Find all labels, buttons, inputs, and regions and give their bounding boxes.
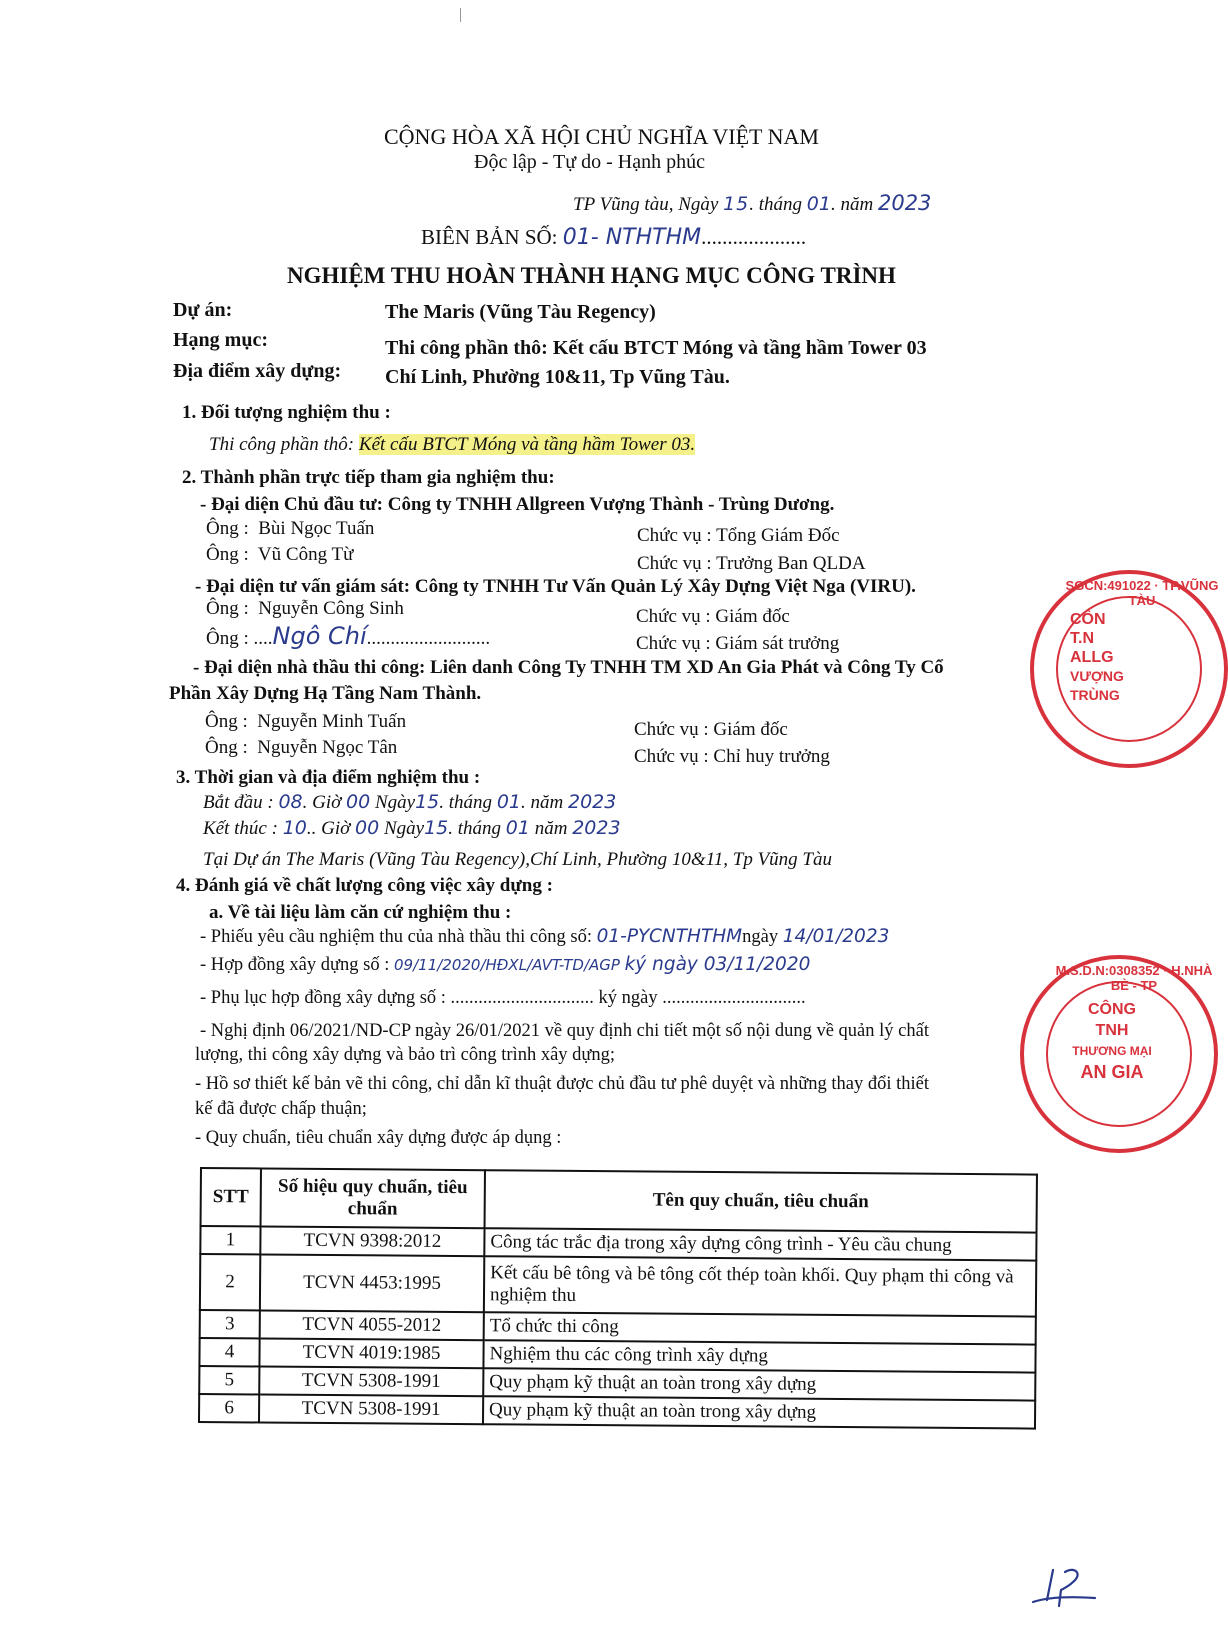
end-time-line: Kết thúc : 10.. Giờ 00 Ngày15. tháng 01 năm 2023 (203, 817, 621, 839)
table-header: Tên quy chuẩn, tiêu chuẩn (485, 1170, 1037, 1232)
stamp-ring-text: M.S.D.N:0308352 · H.NHÀ BÈ - TP (1055, 963, 1213, 993)
stamp-line: CÔNG (1088, 1001, 1136, 1018)
table-cell: Tổ chức thi công (484, 1312, 1036, 1344)
section-1-prefix: Thi công phần thô: (209, 434, 355, 455)
table-header: Số hiệu quy chuẩn, tiêu chuẩn (261, 1168, 485, 1228)
contractor-line-2: Phần Xây Dựng Hạ Tầng Nam Thành. (169, 683, 482, 704)
stamp-line: TRÙNG (1070, 687, 1120, 703)
request-label: - Phiếu yêu cầu nghiệm thu của nhà thầu thi công số: (200, 927, 593, 947)
stamp-inner-text (1062, 999, 1162, 1083)
table-cell: 5 (199, 1366, 259, 1394)
date-prefix: TP Vũng tàu, Ngày (573, 194, 719, 215)
table-cell: Kết cấu bê tông và bê tông cốt thép toàn khối. Quy phạm thi công và nghiệm thu (484, 1256, 1036, 1316)
table-cell: TCVN 4019:1985 (259, 1338, 483, 1368)
table-cell: 3 (200, 1310, 260, 1338)
project-value: The Maris (Vũng Tàu Regency) (385, 301, 656, 323)
table-cell: 4 (199, 1338, 259, 1366)
person-prefix: Ông : (205, 711, 248, 732)
year-label: năm (534, 818, 568, 839)
contractor-person-2 (205, 737, 397, 759)
section-1-highlight: Kết cấu BTCT Móng và tầng hầm Tower 03. (358, 434, 696, 455)
date-year: 2023 (877, 191, 932, 215)
inspection-place: Tại Dự án The Maris (Vũng Tàu Regency),Chí Linh, Phường 10&11, Tp Vũng Tàu (203, 849, 833, 870)
table-cell: Quy phạm kỹ thuật an toàn trong xây dựng (483, 1396, 1035, 1428)
record-number-label: BIÊN BẢN SỐ: (421, 225, 558, 249)
contract-number: 09/11/2020/HĐXL/AVT-TD/AGP (394, 956, 620, 974)
location-label: Địa điểm xây dựng: (173, 360, 342, 382)
table-row (199, 1394, 1035, 1429)
stamp-line: ALLG (1070, 649, 1114, 666)
document-title: NGHIỆM THU HOÀN THÀNH HẠNG MỤC CÔNG TRÌNH (287, 263, 896, 288)
start-hour: 08 (278, 791, 303, 813)
table-cell: TCVN 4055-2012 (260, 1310, 484, 1340)
record-number: BIÊN BẢN SỐ: 01- NTHTHM.................... (421, 225, 807, 250)
stamp-line: AN GIA (1080, 1062, 1144, 1082)
standards-intro: - Quy chuẩn, tiêu chuẩn xây dựng được áp dụng : (195, 1128, 562, 1148)
end-day: 15 (424, 817, 449, 839)
consultant-person-2: Ông : ....Ngô Chí.......................... (206, 622, 491, 650)
contract-label: - Hợp đồng xây dựng số : (200, 955, 390, 975)
person-prefix: Ông : (206, 598, 249, 619)
record-number-value: 01- NTHTHM (562, 225, 702, 250)
day-label: Ngày (374, 792, 416, 813)
table-cell: Quy phạm kỹ thuật an toàn trong xây dựng (483, 1368, 1035, 1400)
section-1-heading: 1. Đối tượng nghiệm thu : (182, 402, 391, 423)
hour-label: Giờ (312, 792, 342, 813)
scan-mark (460, 8, 461, 22)
date-month: 01 (806, 193, 831, 215)
stamp-line: TNH (1095, 1022, 1129, 1039)
section-1-body (209, 434, 695, 456)
contract-line (200, 954, 810, 976)
country-name: CỘNG HÒA XÃ HỘI CHỦ NGHĨA VIỆT NAM (384, 124, 819, 149)
end-minute: 00 (355, 817, 380, 839)
table-cell: 6 (199, 1394, 259, 1422)
table-cell: 2 (200, 1254, 260, 1310)
stamp-ring-text: SGCN:491022 · TP.VŨNG TÀU (1065, 578, 1219, 608)
consultant-role-2: Chức vụ : Giám sát trưởng (636, 633, 840, 654)
decree-line-2: lượng, thi công xây dựng và bảo trì công trình xây dựng; (195, 1045, 616, 1065)
end-year: 2023 (572, 817, 621, 839)
stamp-line: VƯỢNG (1070, 668, 1124, 684)
annex-date-label: ký ngày (598, 988, 658, 1008)
national-motto: Độc lập - Tự do - Hạnh phúc (474, 151, 705, 173)
consultant-person-1 (206, 598, 404, 620)
table-cell: TCVN 5308-1991 (259, 1366, 483, 1396)
year-label: năm (530, 792, 564, 813)
location-value: Chí Linh, Phường 10&11, Tp Vũng Tàu. (385, 366, 730, 388)
company-stamp-allgreen (1030, 570, 1228, 768)
month-label: tháng (448, 792, 493, 813)
investor-person-2 (206, 544, 353, 566)
hour-label: Giờ (321, 818, 351, 839)
person-prefix: Ông : (206, 544, 249, 565)
person-name: Nguyễn Ngọc Tân (257, 737, 398, 758)
standards-table (198, 1167, 1038, 1430)
person-prefix: Ông : (206, 628, 249, 649)
table-cell: TCVN 4453:1995 (260, 1254, 484, 1312)
stamp-line: CÔN (1070, 611, 1106, 628)
stamp-inner-text (1070, 610, 1124, 705)
stamp-line: THƯƠNG MẠI (1072, 1044, 1152, 1058)
start-minute: 00 (346, 791, 371, 813)
start-year: 2023 (567, 791, 617, 813)
stamp-line: T.N (1070, 630, 1094, 647)
annex-label: - Phụ lục hợp đồng xây dựng số : (200, 988, 446, 1008)
person-name: Nguyễn Công Sinh (258, 598, 404, 619)
table-cell: 1 (200, 1226, 260, 1254)
month-label: tháng (457, 818, 502, 839)
section-4a-heading: a. Về tài liệu làm căn cứ nghiệm thu : (209, 902, 512, 923)
handwritten-name: Ngô Chí (272, 622, 367, 650)
table-cell: TCVN 5308-1991 (259, 1394, 483, 1424)
end-month: 01 (505, 817, 530, 839)
end-hour: 10 (282, 817, 307, 839)
annex-line: - Phụ lục hợp đồng xây dựng số : ............................... ký ngày ............................... (200, 988, 806, 1008)
investor-person-1 (206, 518, 374, 540)
contractor-role-1: Chức vụ : Giám đốc (634, 719, 788, 740)
start-time-line: Bắt đầu : 08. Giờ 00 Ngày15. tháng 01. năm 2023 (203, 791, 617, 813)
table-header-row (201, 1168, 1037, 1233)
initials-signature (1025, 1560, 1115, 1620)
table-row (200, 1254, 1036, 1317)
request-number: 01-PYCNTHTHM (596, 926, 743, 947)
contract-date: ký ngày 03/11/2020 (624, 954, 811, 975)
table-cell: TCVN 9398:2012 (260, 1226, 484, 1256)
table-header: STT (201, 1168, 261, 1226)
person-name: Bùi Ngọc Tuấn (258, 518, 375, 539)
person-prefix: Ông : (205, 737, 248, 758)
contractor-person-1 (205, 711, 406, 733)
item-value: Thi công phần thô: Kết cấu BTCT Móng và tầng hầm Tower 03 (385, 337, 927, 359)
date-year-label: năm (840, 194, 874, 215)
design-line-2: kế đã được chấp thuận; (195, 1099, 367, 1119)
consultant-role-1: Chức vụ : Giám đốc (636, 606, 790, 627)
design-line-1: - Hồ sơ thiết kế bản vẽ thi công, chỉ dẫn kĩ thuật được chủ đầu tư phê duyệt và những thay đổi thiết (195, 1074, 929, 1094)
date-day: 15 (723, 193, 750, 215)
date-month-label: tháng (758, 194, 803, 215)
table-cell: Nghiệm thu các công trình xây dựng (483, 1340, 1035, 1372)
request-line (200, 926, 889, 948)
section-3-heading: 3. Thời gian và địa điểm nghiệm thu : (176, 767, 481, 788)
contractor-role-2: Chức vụ : Chỉ huy trưởng (634, 746, 830, 767)
request-date: 14/01/2023 (782, 926, 890, 947)
project-label: Dự án: (173, 299, 233, 321)
date-line: TP Vũng tàu, Ngày 15. tháng 01. năm 2023 (573, 191, 932, 215)
investor-line: - Đại diện Chủ đầu tư: Công ty TNHH Allgreen Vượng Thành - Trùng Dương. (200, 494, 835, 515)
person-name: Nguyễn Minh Tuấn (257, 711, 407, 732)
person-prefix: Ông : (206, 518, 249, 539)
start-month: 01 (496, 791, 521, 813)
investor-role-1: Chức vụ : Tổng Giám Đốc (637, 525, 840, 546)
item-label: Hạng mục: (173, 329, 268, 351)
section-4-heading: 4. Đánh giá về chất lượng công việc xây dựng : (176, 875, 553, 896)
person-name: Vũ Công Từ (257, 544, 354, 565)
start-label: Bắt đầu : (203, 792, 274, 813)
section-2-heading: 2. Thành phần trực tiếp tham gia nghiệm thu: (182, 467, 555, 488)
day-label: Ngày (383, 818, 425, 839)
contractor-line-1: - Đại diện nhà thầu thi công: Liên danh Công Ty TNHH TM XD An Gia Phát và Công Ty Cổ (193, 657, 944, 678)
company-stamp-an-gia (1020, 955, 1218, 1153)
end-label: Kết thúc : (203, 818, 278, 839)
start-day: 15 (415, 791, 440, 813)
decree-line-1: - Nghị định 06/2021/ND-CP ngày 26/01/2021 về quy định chi tiết một số nội dung về quản lý chất (200, 1021, 929, 1041)
consultant-line: - Đại diện tư vấn giám sát: Công ty TNHH Tư Vấn Quản Lý Xây Dựng Việt Nga (VIRU). (195, 576, 916, 597)
table-cell: Công tác trắc địa trong xây dựng công trình - Yêu cầu chung (484, 1228, 1036, 1260)
request-date-label: ngày (742, 927, 779, 947)
investor-role-2: Chức vụ : Trưởng Ban QLDA (637, 553, 866, 574)
